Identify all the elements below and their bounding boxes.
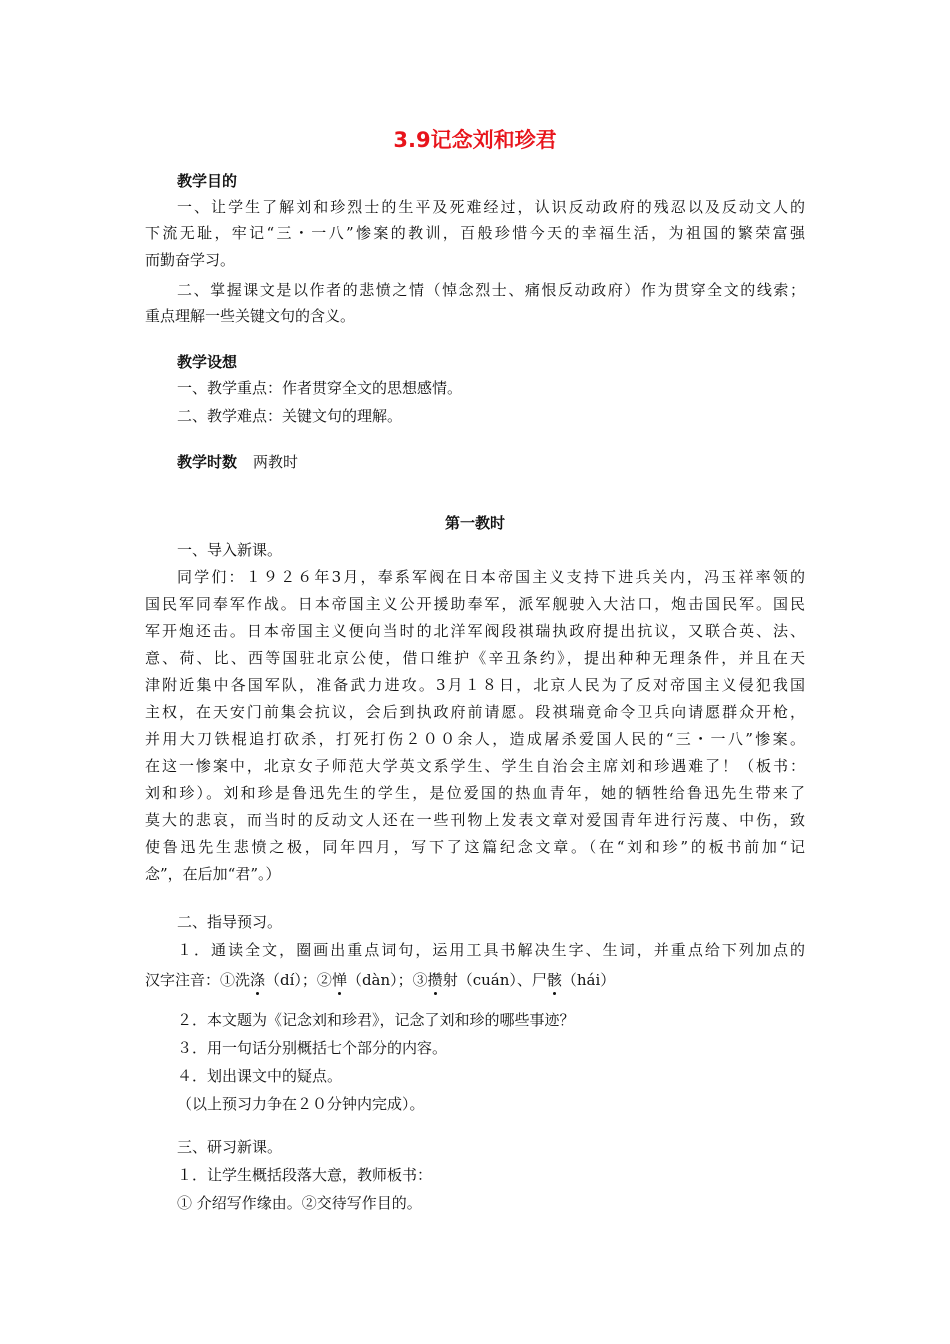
design-line: 一、教学重点：作者贯穿全文的思想感情。 bbox=[177, 379, 463, 397]
dotted-char: 惮 bbox=[331, 971, 347, 989]
goals-line: 二、掌握课文是以作者的悲愤之情（悼念烈士、痛恨反动政府）作为贯穿全文的线索； bbox=[177, 281, 805, 299]
intro-line: 意、荷、比、西等国驻北京公使，借口维护《辛丑条约》，提出种种无理条件，并且在天 bbox=[145, 649, 805, 667]
hours-label: 教学时数 bbox=[177, 453, 238, 471]
dotted-char: 骸 bbox=[546, 971, 562, 989]
preview-item-pinyin bbox=[145, 970, 615, 990]
goals-line: 而勤奋学习。 bbox=[145, 251, 236, 269]
intro-line: 津附近集中各国军队，准备武力进攻。3月１８日，北京人民为了反对帝国主义侵犯我国 bbox=[145, 676, 805, 694]
pinyin-text: （hái） bbox=[561, 971, 616, 989]
dotted-char: 攒 bbox=[427, 971, 443, 989]
pinyin-text: 汉字注音：①洗 bbox=[145, 971, 251, 989]
intro-line: 念”，在后加“君”。） bbox=[145, 865, 281, 883]
study-item: ① 介绍写作缘由。②交待写作目的。 bbox=[177, 1194, 422, 1212]
intro-line: 并用大刀铁棍追打砍杀，打死打伤２００余人，造成屠杀爱国人民的“三・一八”惨案。 bbox=[145, 730, 805, 748]
goals-line: 下流无耻，牢记“三・一八”惨案的教训，百般珍惜今天的幸福生活，为祖国的繁荣富强 bbox=[145, 224, 805, 242]
intro-line: 使鲁迅先生悲愤之极，同年四月，写下了这篇纪念文章。（在“刘和珍”的板书前加“记 bbox=[145, 838, 805, 856]
intro-line: 主权，在天安门前集会抗议，会后到执政府前请愿。段祺瑞竟命令卫兵向请愿群众开枪， bbox=[145, 703, 805, 721]
intro-line: 在这一惨案中，北京女子师范大学英文系学生、学生自治会主席刘和珍遇难了！（板书： bbox=[145, 757, 805, 775]
lesson-one-heading: 第一教时 bbox=[444, 514, 505, 532]
preview-item: ４．划出课文中的疑点。 bbox=[177, 1067, 343, 1085]
intro-line: 同学们：１９２６年3月，奉系军阀在日本帝国主义支持下进兵关内，冯玉祥率领的 bbox=[177, 568, 805, 586]
page-title: 3.9记念刘和珍君 bbox=[393, 128, 557, 152]
hours-value: 两教时 bbox=[253, 453, 299, 471]
pinyin-text: （dàn）；③ bbox=[346, 971, 428, 989]
dotted-char: 涤 bbox=[250, 971, 266, 989]
goals-line: 重点理解一些关键文句的含义。 bbox=[145, 307, 356, 325]
preview-item: ３．用一句话分别概括七个部分的内容。 bbox=[177, 1039, 448, 1057]
intro-line: 军开炮还击。日本帝国主义便向当时的北洋军阀段祺瑞执政府提出抗议，又联合英、法、 bbox=[145, 622, 805, 640]
preview-item: （以上预习力争在２０分钟内完成）。 bbox=[177, 1095, 425, 1113]
study-title: 三、研习新课。 bbox=[177, 1138, 283, 1156]
preview-item: １．通读全文，圈画出重点词句，运用工具书解决生字、生词，并重点给下列加点的 bbox=[177, 941, 805, 959]
intro-line: 国民军同奉军作战。日本帝国主义公开援助奉军，派军舰驶入大沽口，炮击国民军。国民 bbox=[145, 595, 805, 613]
design-line: 二、教学难点：关键文句的理解。 bbox=[177, 407, 403, 425]
pinyin-text: 射（cuán）、尸 bbox=[442, 971, 547, 989]
preview-title: 二、指导预习。 bbox=[177, 913, 283, 931]
hours-heading bbox=[177, 451, 298, 472]
pinyin-text: （dí）；② bbox=[265, 971, 332, 989]
goals-line: 一、让学生了解刘和珍烈士的生平及死难经过，认识反动政府的残忍以及反动文人的 bbox=[177, 198, 805, 216]
intro-line: 刘和珍）。刘和珍是鲁迅先生的学生，是位爱国的热血青年，她的牺牲给鲁迅先生带来了 bbox=[145, 784, 805, 802]
preview-item: ２．本文题为《记念刘和珍君》，记念了刘和珍的哪些事迹？ bbox=[177, 1011, 575, 1029]
study-item: １．让学生概括段落大意，教师板书： bbox=[177, 1166, 433, 1184]
goals-heading: 教学目的 bbox=[177, 172, 238, 190]
design-heading: 教学设想 bbox=[177, 353, 238, 371]
intro-line: 莫大的悲哀，而当时的反动文人还在一些刊物上发表文章对爱国青年进行污蔑、中伤，致 bbox=[145, 811, 805, 829]
intro-title: 一、导入新课。 bbox=[177, 541, 283, 559]
